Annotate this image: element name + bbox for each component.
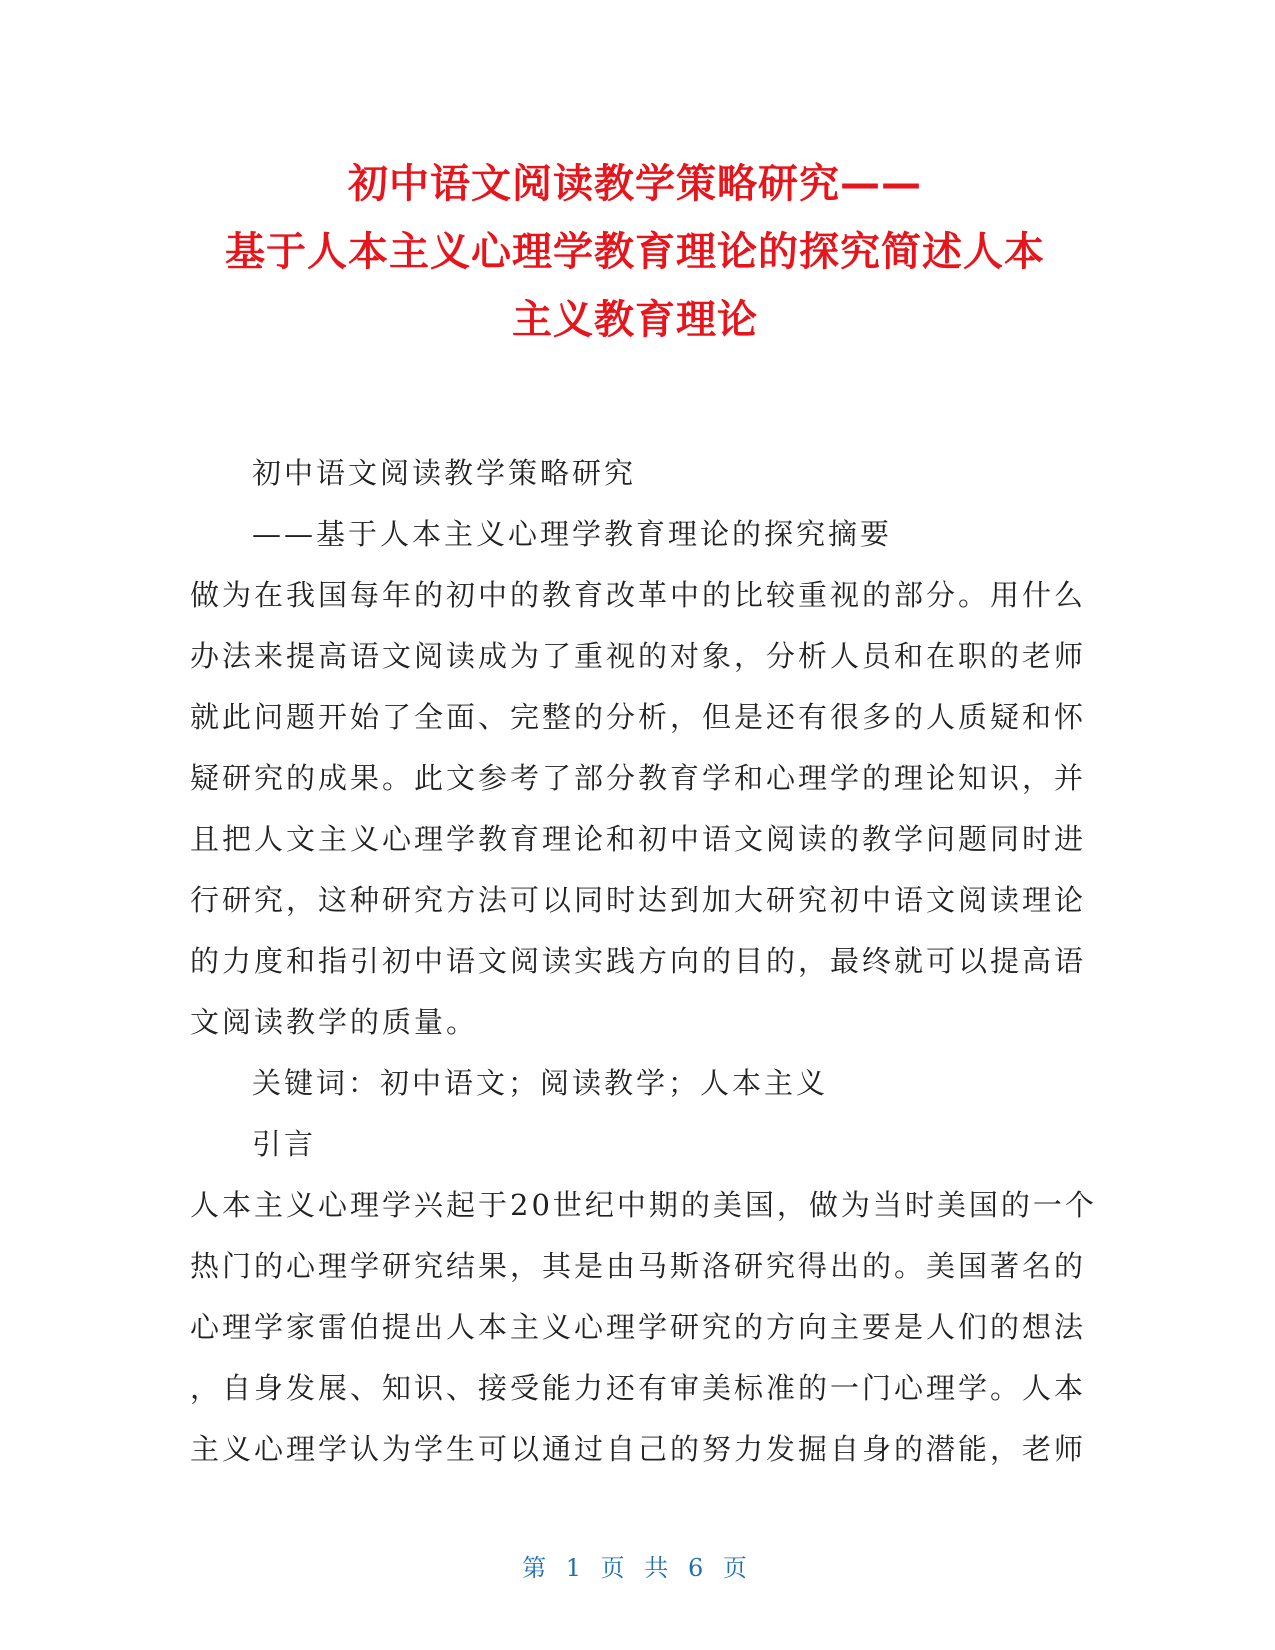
intro-line: 人本主义心理学兴起于20世纪中期的美国，做为当时美国的一个 xyxy=(190,1188,1097,1222)
title-line: 初中语文阅读教学策略研究—— xyxy=(348,161,922,207)
abstract-line: 的力度和指引初中语文阅读实践方向的目的，最终就可以提高语 xyxy=(190,944,1087,978)
title-line: 基于人本主义心理学教育理论的探究简述人本 xyxy=(225,229,1045,275)
intro-line: ，自身发展、知识、接受能力还有审美标准的一门心理学。人本 xyxy=(190,1371,1087,1405)
abstract-line: 疑研究的成果。此文参考了部分教育学和心理学的理论知识，并 xyxy=(190,761,1087,795)
intro-heading: 引言 xyxy=(252,1127,317,1161)
intro-line: 热门的心理学研究结果，其是由马斯洛研究得出的。美国著名的 xyxy=(190,1249,1087,1283)
intro-line: 心理学家雷伯提出人本主义心理学研究的方向主要是人们的想法 xyxy=(190,1310,1087,1344)
abstract-line: 做为在我国每年的初中的教育改革中的比较重视的部分。用什么 xyxy=(190,578,1087,612)
abstract-line: 办法来提高语文阅读成为了重视的对象，分析人员和在职的老师 xyxy=(190,639,1087,673)
subtitle-line: ——基于人本主义心理学教育理论的探究摘要 xyxy=(252,517,893,551)
keywords-line: 关键词：初中语文；阅读教学；人本主义 xyxy=(252,1066,829,1100)
abstract-line: 文阅读教学的质量。 xyxy=(190,1005,479,1039)
document-body xyxy=(190,443,1097,1480)
abstract-line: 且把人文主义心理学教育理论和初中语文阅读的教学问题同时进 xyxy=(190,822,1087,856)
page-number-footer: 第 1 页 共 6 页 xyxy=(522,1554,753,1582)
intro-line: 主义心理学认为学生可以通过自己的努力发掘自身的潜能，老师 xyxy=(190,1432,1087,1466)
title-line: 主义教育理论 xyxy=(512,297,758,343)
abstract-line: 行研究，这种研究方法可以同时达到加大研究初中语文阅读理论 xyxy=(190,883,1087,917)
document-title xyxy=(190,150,1080,354)
abstract-line: 就此问题开始了全面、完整的分析，但是还有很多的人质疑和怀 xyxy=(190,700,1087,734)
subtitle-line: 初中语文阅读教学策略研究 xyxy=(252,456,637,490)
